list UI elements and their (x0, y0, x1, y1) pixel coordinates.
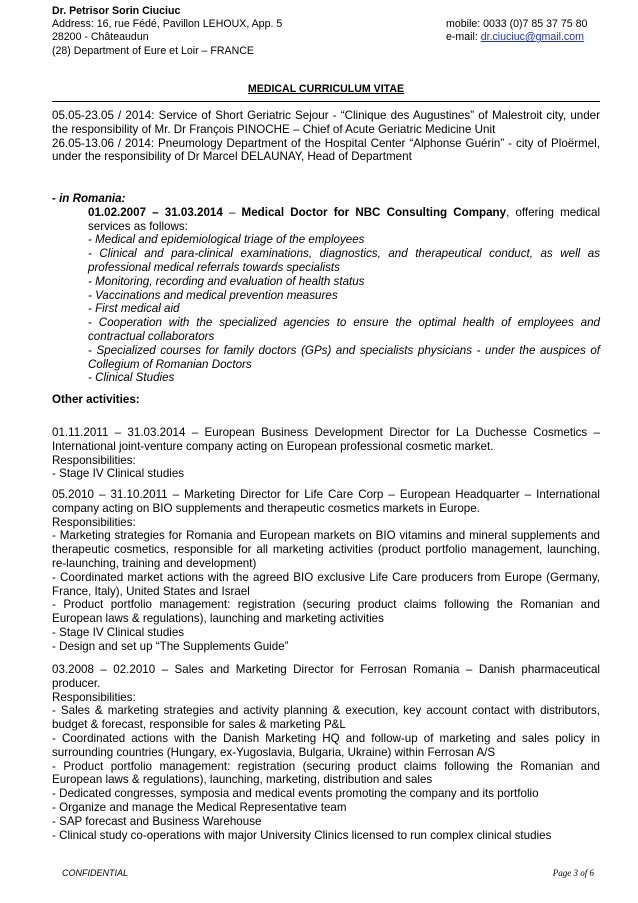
responsibility-item: - Coordinated actions with the Danish Marketing HQ and follow-up of marketing and sales policy in surrounding countries (Hungary, ex-Yugoslavia, Bulgaria, Ukraine) within Ferrosan A/S (52, 731, 600, 759)
department-line: (28) Department of Eure et Loir – FRANCE (52, 44, 254, 57)
responsibility-item: - Coordinated market actions with the agreed BIO exclusive Life Care producers from Europe (Germany, France, Italy), United States and Israel (52, 570, 600, 598)
job-life-care (52, 488, 600, 654)
responsibilities-label: Responsibilities: (52, 515, 136, 529)
romania-intro-rest: , offering medical services as follows: (88, 205, 601, 233)
romania-experience (52, 192, 600, 385)
city-line: 28200 - Châteaudun (52, 31, 149, 44)
service-item: - Monitoring, recording and evaluation of health status (88, 274, 365, 288)
romania-period: 01.02.2007 – 31.03.2014 (88, 205, 223, 219)
job-title: 03.2008 – 02.2010 – Sales and Marketing Director for Ferrosan Romania – Danish pharmaceutical producer. (52, 663, 600, 690)
mobile-number: mobile: 0033 (0)7 85 37 75 80 (446, 18, 588, 31)
france-entry-malestroit: 05.05-23.05 / 2014: Service of Short Geriatric Sejour - “Clinique des Augustines” of Malestroit city, under the responsibility of Mr. Dr François PINOCHE – Chief of Acute Geriatric Medicine Unit (52, 109, 600, 136)
job-title: 01.11.2011 – 31.03.2014 – European Business Development Director for La Duchesse Cosmetics – International joint-venture company acting on European professional cosmetic market. (52, 426, 600, 453)
responsibility-item: - SAP forecast and Business Warehouse (52, 814, 262, 828)
service-item: - Clinical and para-clinical examinations, diagnostics, and therapeutical conduct, as well as professional medical referrals towards specialists (88, 247, 600, 274)
responsibility-item: - Product portfolio management: registration (securing product claims following the Romanian and European laws & regulations), launching and marketing activities (52, 598, 600, 626)
responsibility-item: - Sales & marketing strategies and activity planning & execution, key account contact with distributors, budget & forecast, responsible for sales & marketing P&L (52, 704, 600, 732)
service-item: - Medical and epidemiological triage of the employees (88, 233, 365, 247)
responsibility-item: - Marketing strategies for Romania and European markets on BIO vitamins and mineral supplements and therapeutic cosmetics, responsible for all marketing activities (product portfolio management, launching, re-launching, training and development) (52, 529, 600, 570)
responsibilities-label: Responsibilities: (52, 690, 136, 704)
confidential-label: CONFIDENTIAL (62, 868, 129, 878)
of-word: of (577, 868, 590, 878)
page-number: 3 (573, 868, 578, 878)
romania-intro (52, 206, 600, 234)
page-word: Page (552, 868, 574, 878)
document-title: MEDICAL CURRICULUM VITAE (247, 83, 405, 95)
responsibilities-label: Responsibilities: (52, 453, 136, 467)
job-la-duchesse (52, 426, 600, 481)
header-divider (52, 101, 600, 102)
service-item: - First medical aid (88, 302, 180, 316)
email-label: e-mail: (446, 31, 481, 44)
romania-role: Medical Doctor for NBC Consulting Company (241, 205, 507, 219)
job-ferrosan (52, 663, 600, 842)
service-item: - Clinical Studies (88, 371, 175, 385)
responsibility-item: - Organize and manage the Medical Representative team (52, 800, 347, 814)
romania-heading: - in Romania: (52, 192, 126, 205)
service-item: - Cooperation with the specialized agencies to ensure the optimal health of employees and contractual collaborators (88, 316, 600, 343)
address-line: Address: 16, rue Fédé, Pavillon LEHOUX, App. 5 (52, 18, 283, 31)
responsibility-item: - Dedicated congresses, symposia and medical events promoting the company and its portfolio (52, 787, 539, 801)
other-activities-heading: Other activities: (52, 393, 140, 406)
service-item: - Specialized courses for family doctors (GPs) and specialists physicians - under the auspices of Collegium of Romanian Doctors (88, 343, 600, 371)
email-link[interactable]: dr.ciuciuc@gmail.com (480, 31, 584, 44)
responsibility-item: - Stage IV Clinical studies (52, 467, 185, 481)
responsibility-item: - Stage IV Clinical studies (52, 625, 185, 639)
other-activities-section (52, 393, 600, 407)
responsibility-item: - Clinical study co-operations with major University Clinics licensed to run complex clinical studies (52, 828, 552, 842)
responsibility-item: - Product portfolio management: registration (securing product claims following the Romanian and European laws & regulations), launching, marketing, distribution and sales (52, 759, 600, 787)
job-title: 05.2010 – 31.10.2011 – Marketing Director for Life Care Corp – European Headquarter – International company acting on BIO supplements and therapeutic cosmetics markets in Europe. (52, 488, 600, 515)
responsibility-item: - Design and set up “The Supplements Guide” (52, 639, 289, 653)
france-experience (52, 109, 600, 164)
service-item: - Vaccinations and medical prevention measures (88, 288, 338, 302)
france-entry-ploermel: 26.05-13.06 / 2014: Pneumology Department of the Hospital Center “Alphonse Guérin” - city of Ploërmel, under the responsibility of Dr Marcel DELAUNAY, Head of Department (52, 136, 600, 164)
romania-dash: – (222, 205, 242, 219)
page-indicator (553, 868, 594, 878)
contact-header (52, 5, 600, 58)
page-total: 6 (589, 868, 594, 878)
author-name: Dr. Petrisor Sorin Ciuciuc (52, 5, 181, 17)
email-line (446, 31, 600, 44)
page-footer (62, 868, 594, 878)
